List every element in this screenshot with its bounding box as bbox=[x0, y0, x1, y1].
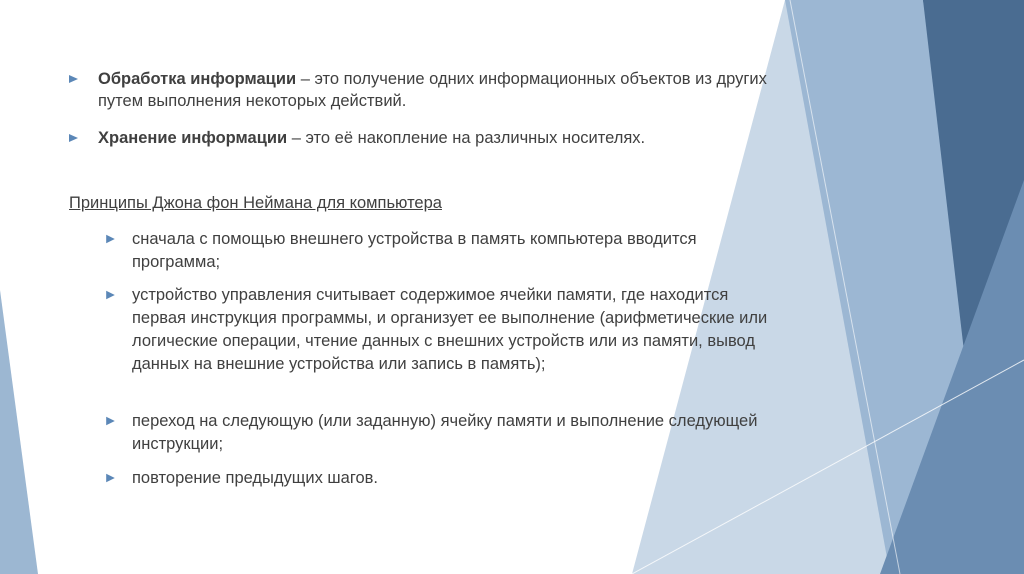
definition-text bbox=[98, 127, 769, 149]
triangle-bullet-icon bbox=[106, 467, 115, 489]
definition-term: Обработка информации bbox=[98, 70, 297, 88]
definition-text bbox=[98, 68, 769, 112]
principle-text: повторение предыдущих шагов. bbox=[132, 469, 379, 487]
principle-text: переход на следующую (или заданную) ячейку памяти и выполнение следующей инструкции; bbox=[132, 412, 758, 453]
triangle-bullet-icon bbox=[106, 284, 115, 306]
definition-item bbox=[69, 127, 769, 149]
section-heading: Принципы Джона фон Неймана для компьютера bbox=[69, 194, 442, 212]
definition-rest: – это её накопление на различных носителях. bbox=[287, 129, 646, 147]
principle-item bbox=[106, 228, 786, 274]
definition-rest: – это получение одних информационных объектов из других путем выполнения некоторых действий. bbox=[98, 70, 767, 110]
definition-term: Хранение информации bbox=[98, 129, 288, 147]
principle-item bbox=[106, 467, 786, 490]
triangle-bullet-icon bbox=[106, 228, 115, 250]
principle-item bbox=[106, 410, 786, 456]
principle-item bbox=[106, 284, 786, 376]
triangle-bullet-icon bbox=[69, 127, 78, 149]
triangle-bullet-icon bbox=[106, 410, 115, 432]
definition-item bbox=[69, 68, 769, 112]
triangle-bullet-icon bbox=[69, 68, 78, 90]
principle-text: устройство управления считывает содержимое ячейки памяти, где находится первая инструкция программы, и организует ее выполнение (арифметические или логические операции, чтение данных с внешних устройств или из памяти, вывод данных на внешние устройства или запись в память); bbox=[132, 286, 768, 373]
principle-text: сначала с помощью внешнего устройства в память компьютера вводится программа; bbox=[132, 230, 697, 271]
